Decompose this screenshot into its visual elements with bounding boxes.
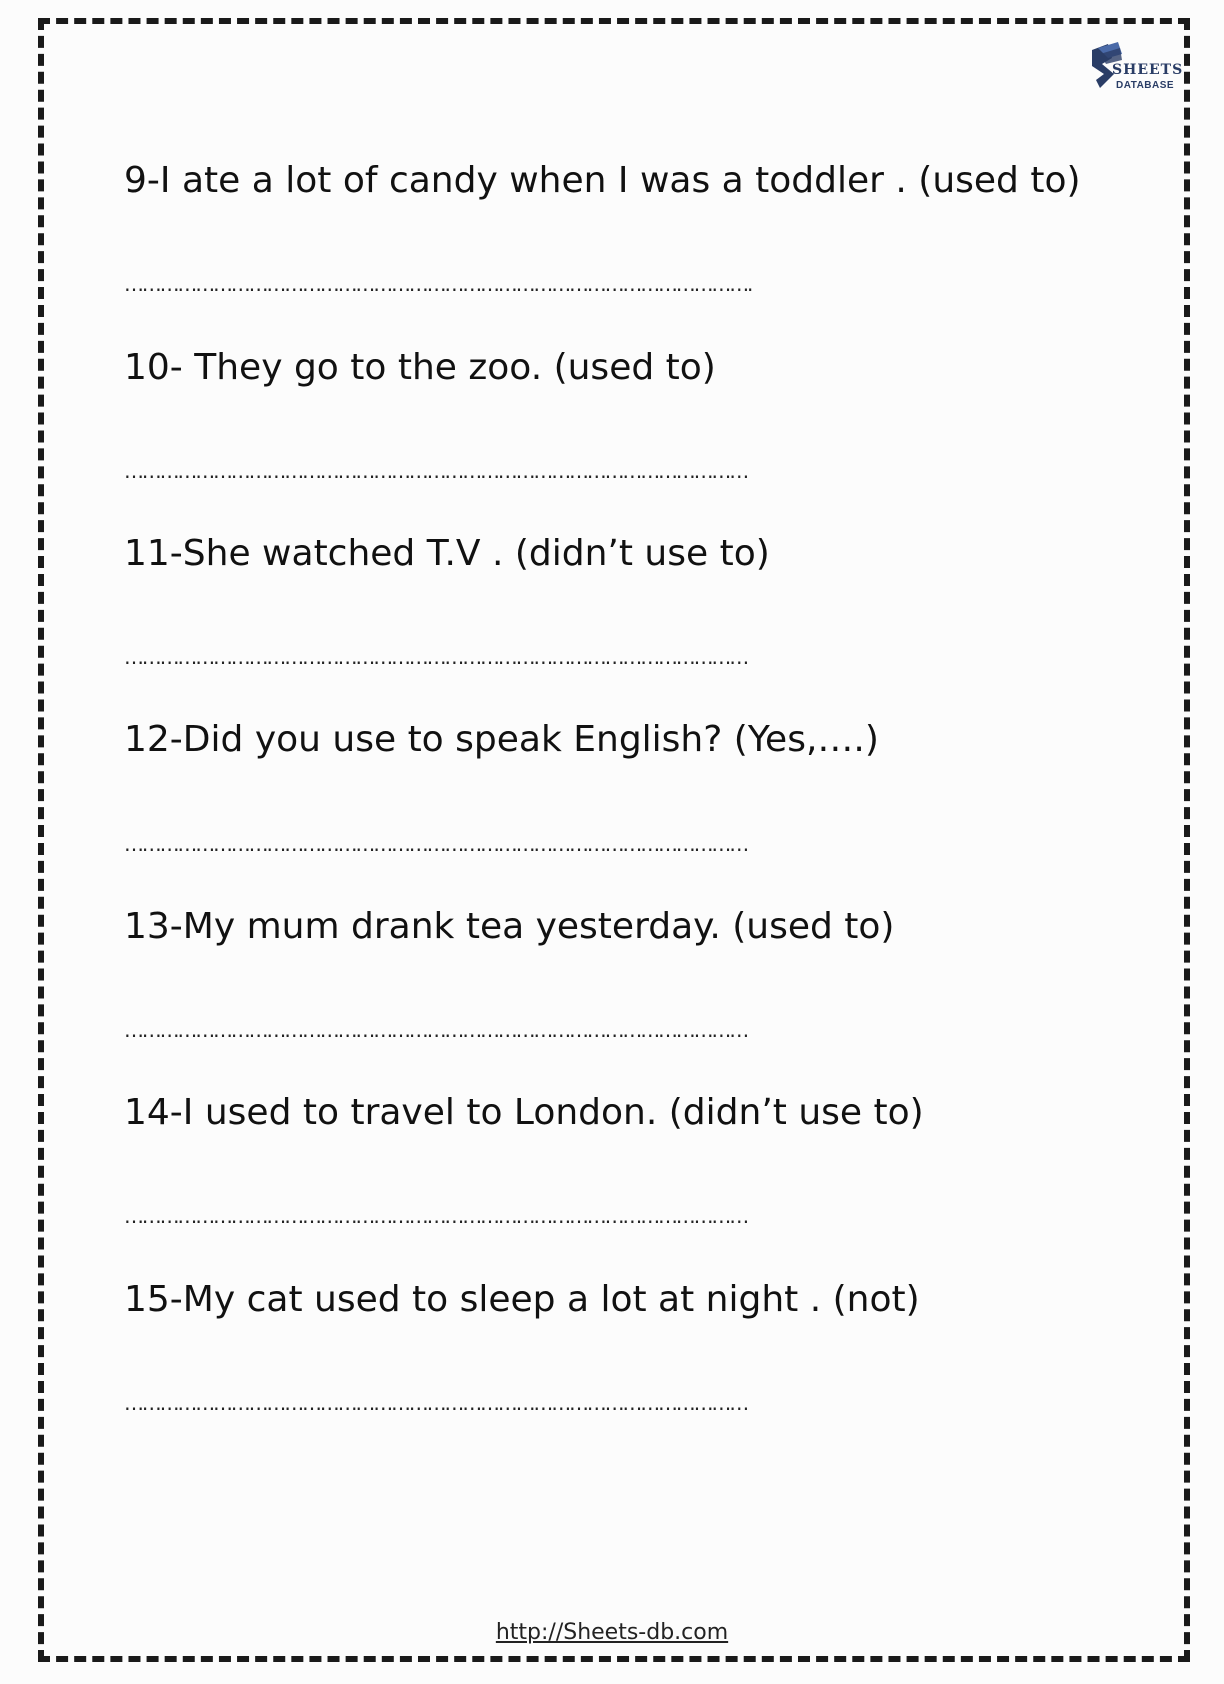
answer-line-11: …………………………………………………………………………………………… bbox=[124, 645, 748, 669]
footer bbox=[0, 1620, 1224, 1645]
question-12: 12-Did you use to speak English? (Yes,….) bbox=[124, 719, 879, 760]
question-14: 14-I used to travel to London. (didn’t use to) bbox=[124, 1092, 924, 1133]
question-13: 13-My mum drank tea yesterday. (used to) bbox=[124, 906, 895, 947]
answer-line-13: …………………………………………………………………………………………… bbox=[124, 1018, 748, 1042]
logo-text-database: DATABASE bbox=[1116, 80, 1175, 91]
question-9: 9-I ate a lot of candy when I was a toddler . (used to) bbox=[124, 160, 1081, 201]
answer-line-14: …………………………………………………………………………………………… bbox=[124, 1204, 748, 1228]
answer-line-15: …………………………………………………………………………………………… bbox=[124, 1391, 748, 1415]
answer-line-9: ……………………………………………………………………………………………. bbox=[124, 272, 752, 296]
question-10: 10- They go to the zoo. (used to) bbox=[124, 347, 716, 388]
question-15: 15-My cat used to sleep a lot at night . (not) bbox=[124, 1279, 920, 1320]
answer-line-10: …………………………………………………………………………………………… bbox=[124, 459, 748, 483]
logo-text-sheets: SHEETS bbox=[1112, 62, 1184, 78]
question-11: 11-She watched T.V . (didn’t use to) bbox=[124, 533, 770, 574]
answer-line-12: …………………………………………………………………………………………… bbox=[124, 832, 748, 856]
footer-website-link[interactable]: http://Sheets-db.com bbox=[495, 1620, 729, 1645]
